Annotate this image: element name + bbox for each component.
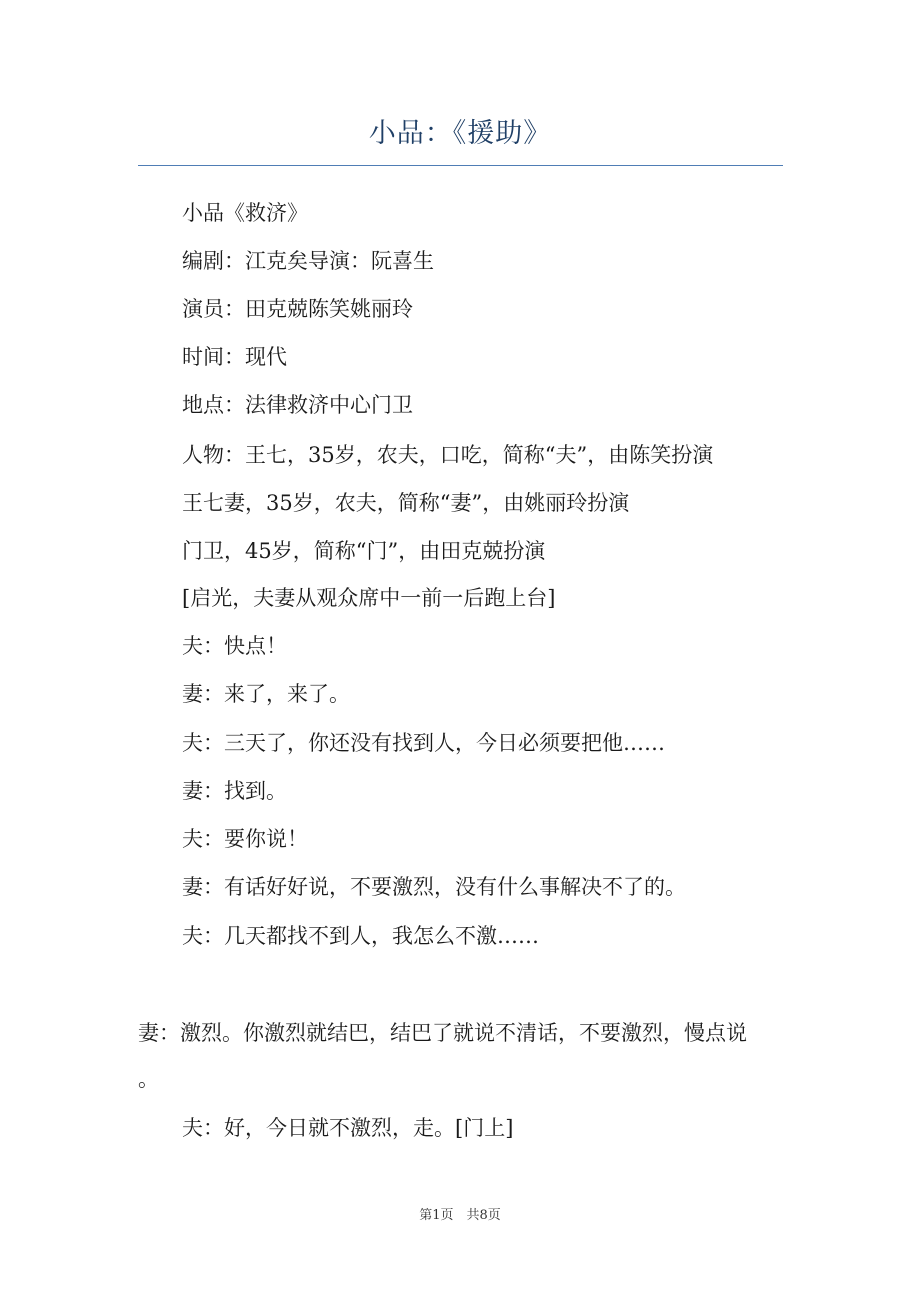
dialogue-line: 妻：有话好好说，不要激烈，没有什么事解决不了的。 bbox=[182, 875, 686, 899]
dialogue-line: 夫：快点！ bbox=[182, 634, 287, 658]
document-title: 小品：《援助》 bbox=[368, 118, 552, 149]
dialogue-line: 妻：激烈。你激烈就结巴，结巴了就说不清话，不要激烈，慢点说 bbox=[138, 1021, 747, 1045]
dialogue-line: 夫：三天了，你还没有找到人，今日必须要把他…… bbox=[182, 731, 665, 755]
page-number: 第1页 共8页 bbox=[419, 1208, 501, 1223]
dialogue-line: 妻：来了，来了。 bbox=[182, 682, 350, 706]
script-line: 人物：王七，35岁，农夫，口吃，简称“夫”，由陈笑扮演 bbox=[182, 443, 714, 467]
script-line: 时间：现代 bbox=[182, 345, 287, 369]
stage-direction: [启光，夫妻从观众席中一前一后跑上台] bbox=[182, 586, 556, 610]
script-line: 地点：法律救济中心门卫 bbox=[182, 393, 413, 417]
script-line: 编剧：江克矣导演：阮喜生 bbox=[182, 249, 434, 273]
script-line: 门卫，45岁，简称“门”，由田克兢扮演 bbox=[182, 539, 546, 563]
dialogue-line: 夫：好，今日就不激烈，走。[门上] bbox=[182, 1116, 514, 1140]
title-divider bbox=[138, 165, 783, 166]
dialogue-line-continuation: 。 bbox=[138, 1067, 159, 1091]
script-line: 小品《救济》 bbox=[182, 201, 308, 225]
dialogue-line: 妻：找到。 bbox=[182, 779, 287, 803]
dialogue-line: 夫：几天都找不到人，我怎么不激…… bbox=[182, 924, 539, 948]
script-line: 王七妻，35岁，农夫，简称“妻”，由姚丽玲扮演 bbox=[182, 491, 630, 515]
dialogue-line: 夫：要你说！ bbox=[182, 827, 308, 851]
script-line: 演员：田克兢陈笑姚丽玲 bbox=[182, 297, 413, 321]
